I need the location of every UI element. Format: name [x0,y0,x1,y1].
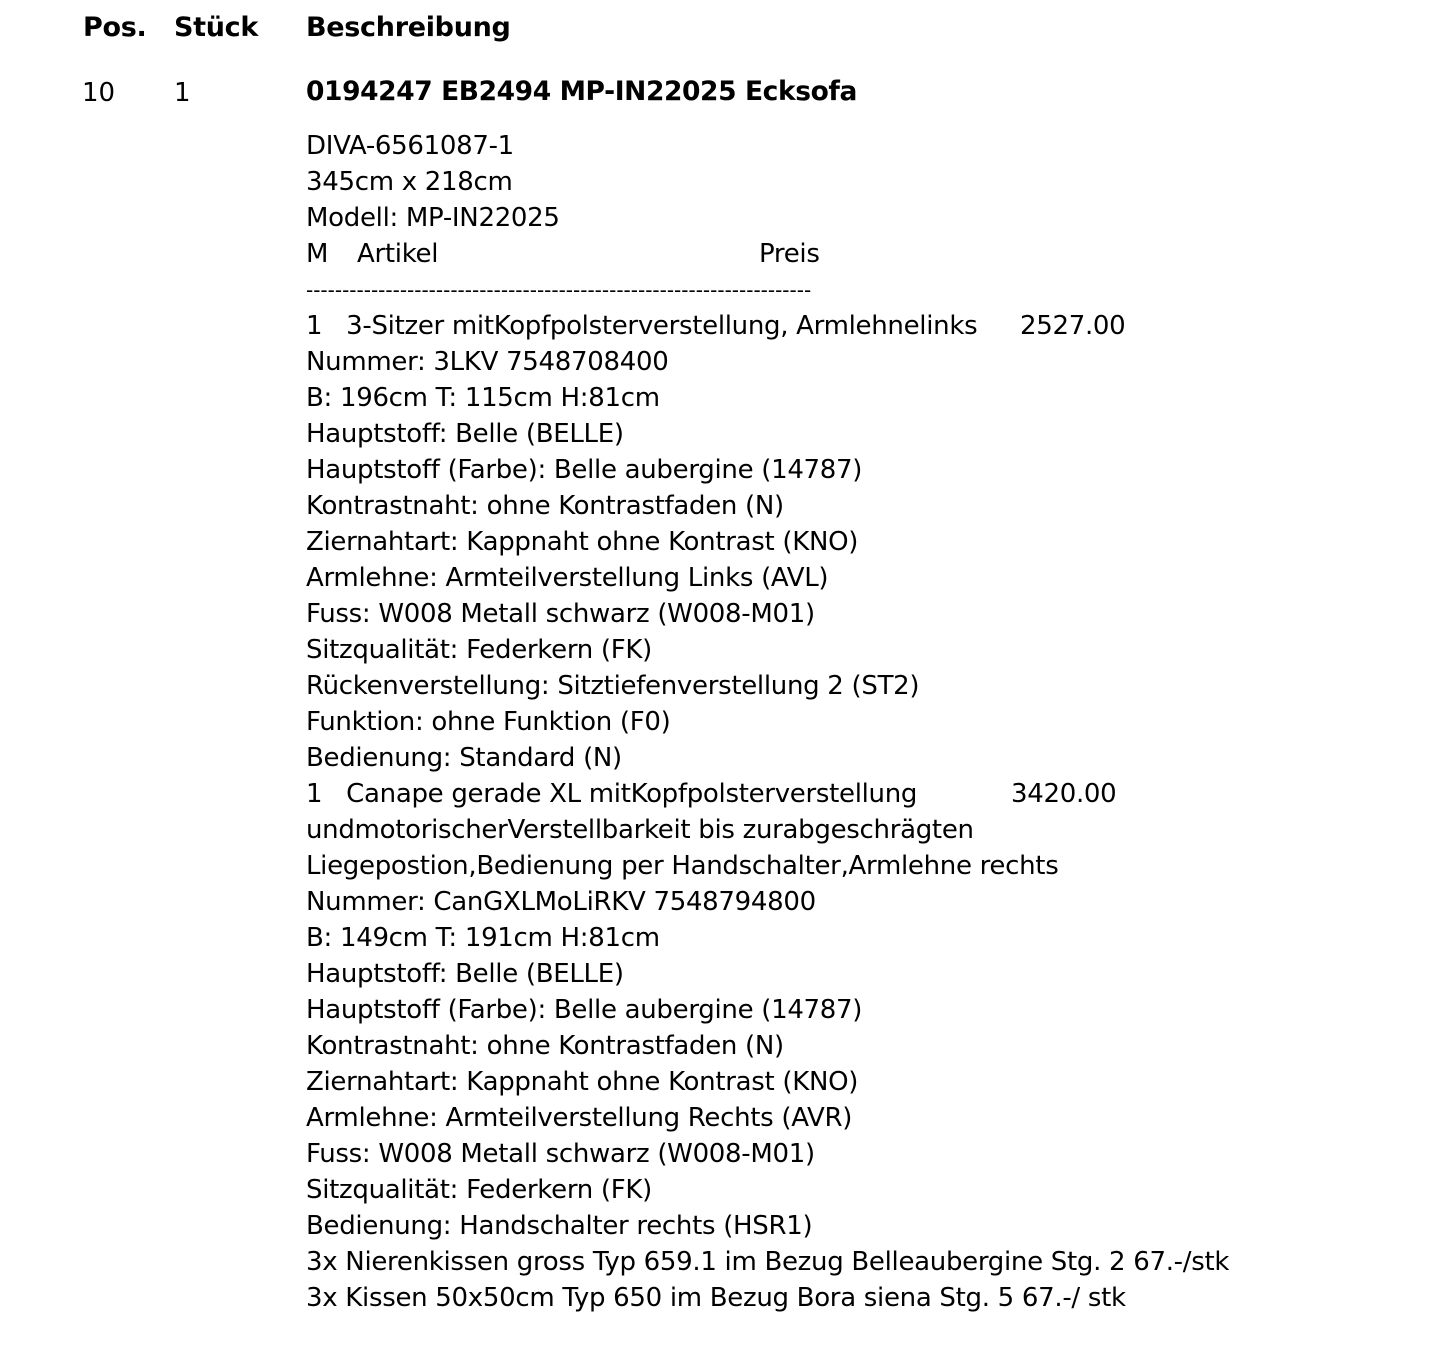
extra-line: 3x Kissen 50x50cm Typ 650 im Bezug Bora siena Stg. 5 67.-/ stk [306,1283,1126,1313]
overall-size: 345cm x 218cm [306,167,513,197]
article-table-header [306,236,1386,272]
detail-line: Bedienung: Handschalter rechts (HSR1) [306,1211,813,1241]
detail-line: Hauptstoff (Farbe): Belle aubergine (14787) [306,455,863,485]
detail-line: Liegepostion,Bedienung per Handschalter,Armlehne rechts [306,851,1059,881]
item-quantity: 1 [174,78,191,108]
detail-line: Kontrastnaht: ohne Kontrastfaden (N) [306,491,784,521]
header-artikel: Artikel [357,239,439,269]
separator-line: ---------------------------------------------------------------------- [306,278,812,302]
detail-line: Armlehne: Armteilverstellung Links (AVL) [306,563,829,593]
detail-line: Sitzqualität: Federkern (FK) [306,1175,652,1205]
detail-line: Fuss: W008 Metall schwarz (W008-M01) [306,1139,815,1169]
detail-line: Hauptstoff (Farbe): Belle aubergine (14787) [306,995,863,1025]
article-1-qty: 1 [306,311,323,341]
article-2-header [306,776,1386,812]
detail-line: Funktion: ohne Funktion (F0) [306,707,671,737]
detail-line: Ziernahtart: Kappnaht ohne Kontrast (KNO) [306,527,859,557]
header-m: M [306,239,329,269]
column-header-pos: Pos. [83,12,147,43]
detail-line: B: 149cm T: 191cm H:81cm [306,923,660,953]
detail-line: Sitzqualität: Federkern (FK) [306,635,652,665]
detail-line: Fuss: W008 Metall schwarz (W008-M01) [306,599,815,629]
model-line: Modell: MP-IN22025 [306,203,560,233]
detail-line: Bedienung: Standard (N) [306,743,622,773]
detail-line: B: 196cm T: 115cm H:81cm [306,383,660,413]
detail-line: Nummer: 3LKV 7548708400 [306,347,669,377]
detail-line: Ziernahtart: Kappnaht ohne Kontrast (KNO) [306,1067,859,1097]
diva-number: DIVA-6561087-1 [306,131,514,161]
article-1 [306,308,1386,776]
item-position: 10 [82,78,116,108]
extra-line: 3x Nierenkissen gross Typ 659.1 im Bezug Belleaubergine Stg. 2 67.-/stk [306,1247,1230,1277]
detail-line: Hauptstoff: Belle (BELLE) [306,419,624,449]
article-2 [306,776,1386,1244]
article-1-name: 3-Sitzer mitKopfpolsterverstellung, Armlehnelinks [346,311,978,341]
article-2-name: Canape gerade XL mitKopfpolsterverstellung [346,779,918,809]
header-preis: Preis [759,239,820,269]
article-2-qty: 1 [306,779,323,809]
item-description [306,128,1386,1316]
article-2-price: 3420.00 [1011,779,1117,809]
detail-line: undmotorischerVerstellbarkeit bis zurabgeschrägten [306,815,974,845]
detail-line: Hauptstoff: Belle (BELLE) [306,959,624,989]
article-1-header [306,308,1386,344]
column-header-beschreibung: Beschreibung [306,12,511,43]
item-title: 0194247 EB2494 MP-IN22025 Ecksofa [306,76,857,107]
detail-line: Nummer: CanGXLMoLiRKV 7548794800 [306,887,816,917]
detail-line: Kontrastnaht: ohne Kontrastfaden (N) [306,1031,784,1061]
detail-line: Rückenverstellung: Sitztiefenverstellung 2 (ST2) [306,671,920,701]
detail-line: Armlehne: Armteilverstellung Rechts (AVR) [306,1103,853,1133]
column-header-stueck: Stück [174,12,259,43]
article-1-price: 2527.00 [1020,311,1126,341]
